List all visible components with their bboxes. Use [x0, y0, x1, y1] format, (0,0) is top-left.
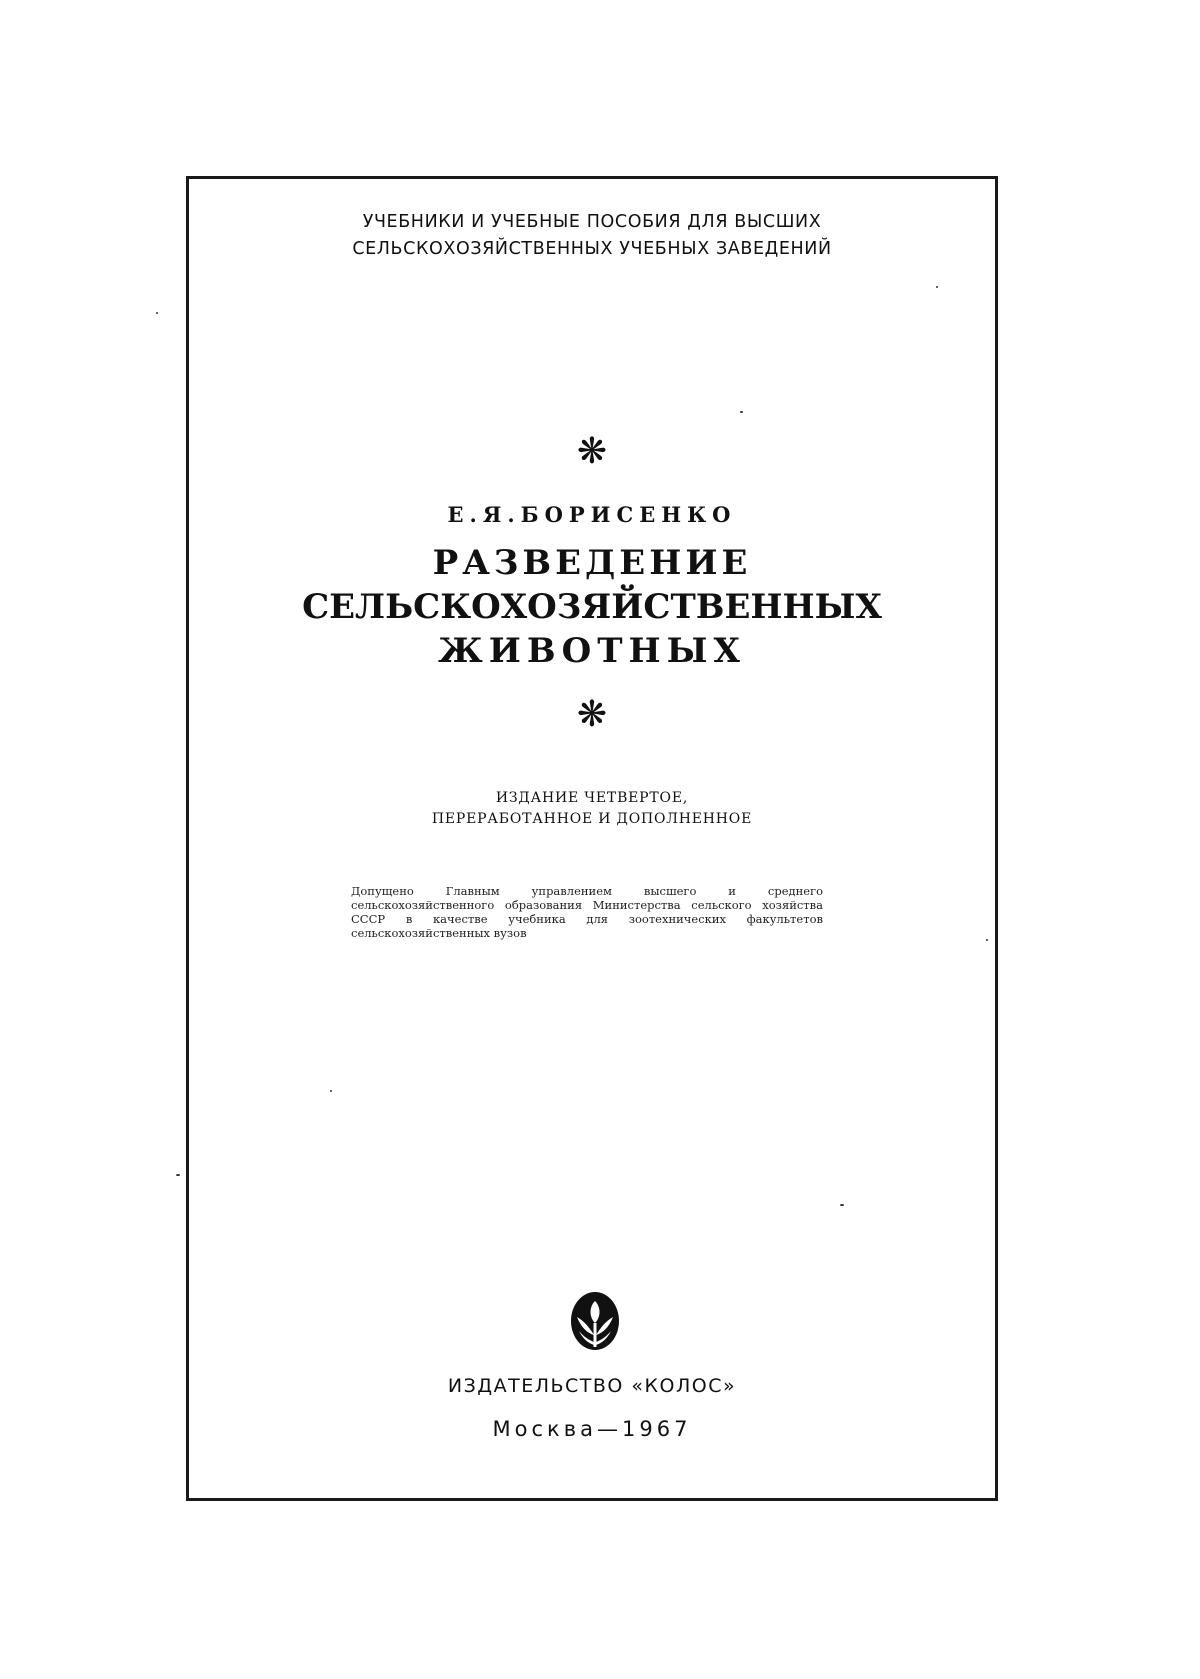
scan-speck	[156, 312, 158, 314]
scan-speck	[936, 286, 938, 288]
kolos-publisher-emblem-icon	[567, 1287, 623, 1353]
scan-speck	[740, 411, 743, 413]
ornament-asterism-top: ❋	[576, 431, 608, 472]
scan-speck	[176, 1174, 180, 1176]
title-page-frame	[186, 176, 998, 1501]
edition-line-2: ПЕРЕРАБОТАННОЕ И ДОПОЛНЕННОЕ	[431, 811, 753, 827]
title-line-1: РАЗВЕДЕНИЕ	[432, 543, 752, 583]
edition-line-1: ИЗДАНИЕ ЧЕТВЕРТОЕ,	[495, 790, 689, 806]
ornament-asterism-bottom: ❋	[576, 694, 608, 735]
title-line-2: СЕЛЬСКОХОЗЯЙСТВЕННЫХ	[302, 587, 882, 627]
scan-speck	[330, 1090, 332, 1092]
series-line-1: УЧЕБНИКИ И УЧЕБНЫЕ ПОСОБИЯ ДЛЯ ВЫСШИХ	[362, 212, 822, 232]
publisher-name: ИЗДАТЕЛЬСТВО «КОЛОС»	[447, 1375, 737, 1397]
series-line-2: СЕЛЬСКОХОЗЯЙСТВЕННЫХ УЧЕБНЫХ ЗАВЕДЕНИЙ	[352, 239, 832, 259]
edition-statement	[189, 788, 995, 830]
scan-speck	[986, 939, 988, 941]
scan-speck	[840, 1204, 844, 1206]
ministry-approval-note: Допущено Главным управлением высшего и среднего сельскохозяйственного образования Министерства сельского хозяйства СССР в качестве учебника для зоотехнических факультетов сельскохозяйственных вузов	[351, 884, 823, 940]
book-series-heading	[189, 209, 995, 263]
title-line-3: ЖИВОТНЫХ	[438, 631, 746, 671]
book-title	[189, 541, 995, 673]
city-and-year: Москва—1967	[492, 1417, 692, 1441]
author-name: Е.Я.БОРИСЕНКО	[447, 502, 737, 527]
